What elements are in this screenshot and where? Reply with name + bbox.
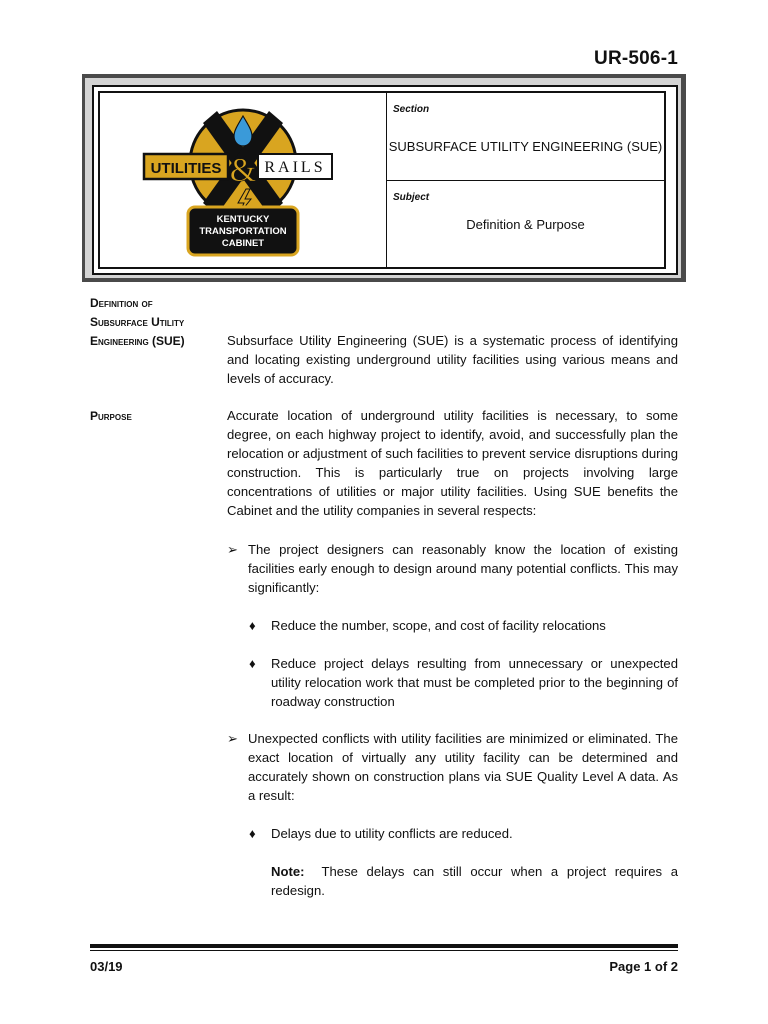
list-item	[249, 616, 678, 635]
logo-word-utilities: UTILITIES	[150, 160, 222, 177]
footer-date: 03/19	[90, 959, 123, 974]
document-id: UR-506-1	[594, 48, 678, 69]
definition-text: Subsurface Utility Engineering (SUE) is a systematic process of identifying and locating existing underground utility facilities using various means and levels of accuracy.	[227, 333, 678, 386]
header-box	[98, 91, 666, 269]
list-item	[249, 654, 678, 711]
definition-heading	[90, 294, 185, 351]
arrow-bullet-icon: ➢	[227, 542, 238, 557]
note-paragraph	[271, 862, 682, 900]
note-label: Note:	[271, 864, 305, 879]
note-text: These delays can still occur when a project requires a redesign.	[271, 864, 682, 898]
footer-page-number: Page 1 of 2	[609, 959, 678, 974]
footer-rule-thin	[90, 950, 678, 951]
section-row	[387, 93, 664, 181]
purpose-heading: Purpose	[90, 409, 132, 423]
section-value: SUBSURFACE UTILITY ENGINEERING (SUE)	[388, 139, 663, 154]
definition-heading-line: Definition of	[90, 296, 153, 310]
footer-rule	[90, 944, 678, 948]
list-item	[227, 540, 678, 597]
logo-cell	[100, 93, 387, 267]
list-item-text: Unexpected conflicts with utility facilities are minimized or eliminated. The exact location of virtually any utility facility can be determined and accurately shown on construction plans via SUE Quality Level A data. As a result:	[248, 731, 678, 803]
section-label: Section	[393, 104, 430, 115]
list-item	[227, 729, 678, 805]
subject-label: Subject	[393, 191, 430, 203]
subject-value: Definition & Purpose	[466, 216, 585, 232]
list-item-text: The project designers can reasonably know the location of existing facilities early enough to design around many potential conflicts. This may significantly:	[248, 542, 678, 595]
purpose-text: Accurate location of underground utility facilities is necessary, to some degree, on each highway project to identify, avoid, and successfully plan the relocation or adjustment of such facilities to prevent service disruptions during construction. This is particularly true on projects involving large concentrations of utilities or major utility facilities. Using SUE benefits the Cabinet and the utility companies in several respects:	[227, 408, 678, 518]
header-info-cell	[387, 93, 664, 267]
utilities-rails-logo	[100, 93, 386, 267]
logo-ampersand: &	[229, 152, 257, 189]
definition-heading-line: Subsurface Utility	[90, 315, 185, 329]
subject-row	[387, 181, 664, 268]
badge-line-2: TRANSPORTATION	[199, 226, 287, 237]
diamond-bullet-icon: ♦	[249, 826, 256, 841]
arrow-bullet-icon: ➢	[227, 731, 238, 746]
list-item-text: Reduce project delays resulting from unnecessary or unexpected utility relocation work that must be completed prior to the beginning of roadway construction	[271, 656, 678, 709]
list-item-text: Reduce the number, scope, and cost of facility relocations	[271, 618, 606, 633]
definition-heading-line: Engineering (SUE)	[90, 334, 185, 348]
diamond-bullet-icon: ♦	[249, 656, 256, 671]
list-item-text: Delays due to utility conflicts are reduced.	[271, 826, 513, 841]
list-item	[249, 824, 678, 843]
badge-line-1: KENTUCKY	[216, 214, 270, 225]
badge-line-3: CABINET	[221, 238, 265, 249]
logo-word-rails: RAILS	[264, 159, 326, 176]
diamond-bullet-icon: ♦	[249, 618, 256, 633]
